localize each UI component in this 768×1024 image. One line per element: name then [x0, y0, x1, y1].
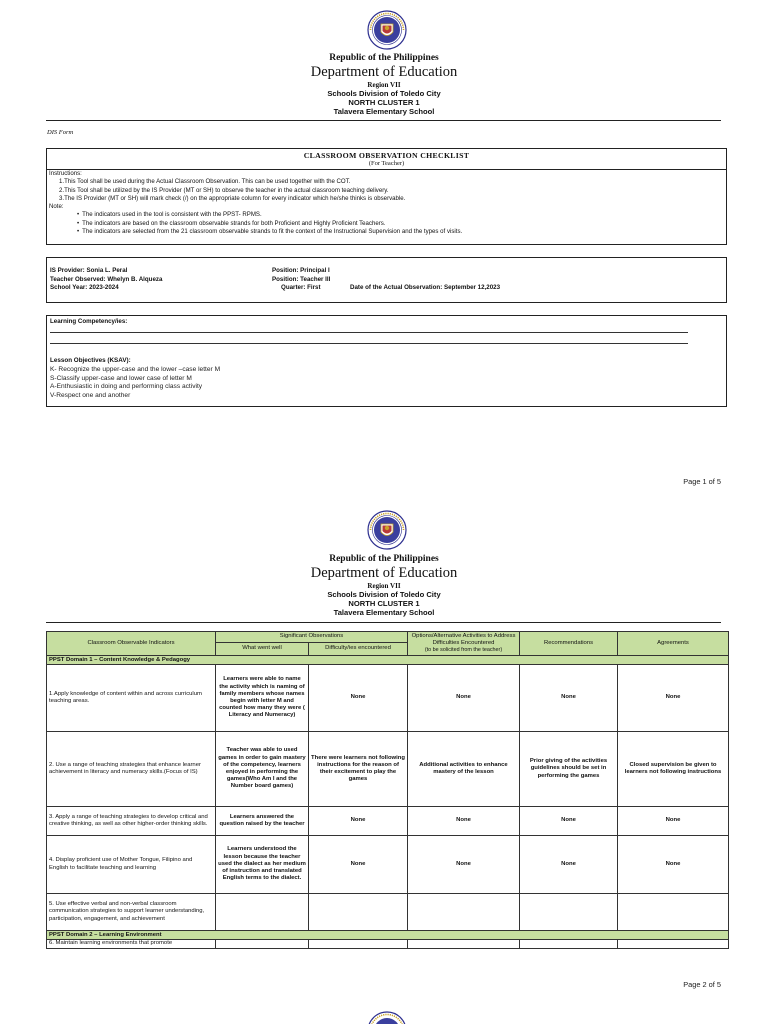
went-well-cell	[216, 940, 309, 949]
blank-line	[50, 343, 688, 344]
header-rule	[46, 120, 721, 121]
header-options	[408, 632, 520, 656]
went-well-cell: Learners answered the question raised by the teacher	[216, 807, 309, 836]
page-1	[0, 0, 768, 500]
options-cell: None	[408, 665, 520, 732]
header-agreements: Agreements	[618, 632, 729, 656]
checklist-title: CLASSROOM OBSERVATION CHECKLIST	[303, 151, 470, 160]
indicator-cell: 6. Maintain learning environments that promote	[47, 940, 216, 949]
agreements-cell: Closed supervision be given to learners not following instructions	[618, 732, 729, 807]
instructions-label: Instructions:	[49, 170, 82, 177]
objective-item: V-Respect one and another	[50, 392, 131, 400]
went-well-cell: Learners were able to name the activity which is naming of family members whose names begin with letter M and counted how many they were ( Literacy and Numeracy)	[216, 665, 309, 732]
header-recommendations: Recommendations	[520, 632, 618, 656]
instructions-list	[47, 170, 726, 236]
difficulties-cell: None	[309, 665, 408, 732]
deped-seal-icon	[367, 510, 407, 550]
info-left-column	[50, 267, 270, 293]
recommendations-cell	[520, 940, 618, 949]
indicator-cell: 5. Use effective verbal and non-verbal classroom communication strategies to support learner understanding, participation, engagement, and achievement	[47, 894, 216, 931]
instruction-item: 1.This Tool shall be used during the Actual Classroom Observation. This can be used together with the COT.	[59, 178, 351, 186]
note-item: • The indicators used in the tool is consistent with the PPST- RPMS.	[49, 211, 726, 219]
blank-line	[50, 332, 688, 333]
went-well-cell: Learners understood the lesson because the teacher used the dialect as her medium of instruction and translated English terms to the dialect.	[216, 836, 309, 894]
note-label: Note:	[49, 203, 64, 211]
objective-item: A-Enthusiastic in doing and performing class activity	[50, 383, 203, 391]
republic-text: Republic of the Philippines	[329, 554, 439, 564]
options-cell: None	[408, 807, 520, 836]
school-text: Talavera Elementary School	[333, 107, 435, 116]
header-options-note: (to be solicited from the teacher)	[424, 647, 503, 654]
checklist-subtitle: (For Teacher)	[368, 160, 405, 167]
table-row	[47, 665, 729, 732]
recommendations-cell: None	[520, 665, 618, 732]
division-text: Schools Division of Toledo City	[327, 590, 441, 599]
agreements-cell: None	[618, 665, 729, 732]
domain-1-label: PPST Domain 1 – Content Knowledge & Pedagogy	[47, 656, 729, 665]
indicator-cell: 4. Display proficient use of Mother Tongue, Filipino and English to facilitate teaching and learning	[47, 836, 216, 894]
table-row	[47, 836, 729, 894]
header-difficulties: Difficulty/ies encountered	[309, 643, 408, 656]
header-significant: Significant Observations	[216, 632, 408, 643]
deped-seal-icon	[367, 1011, 407, 1024]
options-cell: Additional activities to enhance mastery of the lesson	[408, 732, 520, 807]
header-went-well: What went well	[216, 643, 309, 656]
recommendations-cell	[520, 894, 618, 931]
observation-table	[46, 631, 729, 949]
instructions-box	[46, 148, 727, 245]
went-well-cell: Teacher was able to used games in order to gain mastery of the competency, learners enjoyed in performing the games(Who Am I and the Number board games)	[216, 732, 309, 807]
cluster-text: NORTH CLUSTER 1	[348, 599, 420, 608]
instruction-item: 2.This Tool shall be utilized by the IS Provider (MT or SH) to observe the teacher in the actual classroom teaching delivery.	[59, 186, 389, 194]
indicator-cell: 2. Use a range of teaching strategies that enhance learner achievement in literacy and numeracy skills.(Focus of IS)	[47, 732, 216, 807]
difficulties-cell: None	[309, 807, 408, 836]
domain-2-label: PPST Domain 2 – Learning Environment	[47, 931, 729, 940]
domain-row	[47, 931, 729, 940]
learning-competency-box	[46, 315, 727, 407]
recommendations-cell: Prior giving of the activities guidelines should be set in performing the games	[520, 732, 618, 807]
dis-form-label: DIS Form	[47, 129, 74, 136]
recommendations-cell: None	[520, 836, 618, 894]
options-cell: None	[408, 836, 520, 894]
agreements-cell: None	[618, 836, 729, 894]
options-cell	[408, 894, 520, 931]
school-text: Talavera Elementary School	[333, 608, 435, 617]
position-teacher: Position: Teacher III	[272, 275, 331, 283]
recommendations-cell: None	[520, 807, 618, 836]
region-text: Region VII	[367, 582, 401, 590]
domain-row	[47, 656, 729, 665]
options-cell	[408, 940, 520, 949]
objectives-list	[50, 366, 220, 401]
observation-date: Date of the Actual Observation: September 12,2023	[350, 284, 501, 291]
agreements-cell	[618, 894, 729, 931]
department-text: Department of Education	[310, 64, 458, 80]
went-well-cell	[216, 894, 309, 931]
indicator-cell: 3. Apply a range of teaching strategies to develop critical and creative thinking, as well as other higher-order thinking skills.	[47, 807, 216, 836]
header-options-text: Options/Alternative Activities to Address Difficulties Encountered	[411, 632, 516, 646]
objective-item: S-Classify upper-case and lower case of letter M	[50, 374, 192, 382]
teacher-observed: Teacher Observed: Whelyn B. Alqueza	[50, 275, 163, 283]
note-item: • The indicators are selected from the 21 classroom observable strands to fit the context of the Instructional Supervision and the types of visits.	[49, 228, 726, 236]
table-row	[47, 807, 729, 836]
deped-seal-icon	[367, 10, 407, 50]
is-provider: IS Provider: Sonia L. Peral	[50, 267, 128, 274]
page-number: Page 2 of 5	[683, 980, 721, 989]
school-year: School Year: 2023-2024	[50, 284, 119, 291]
difficulties-cell	[309, 940, 408, 949]
agreements-cell	[618, 940, 729, 949]
header-indicators: Classroom Observable Indicators	[47, 632, 216, 656]
letterhead	[0, 554, 768, 617]
cluster-text: NORTH CLUSTER 1	[348, 98, 420, 107]
difficulties-cell: None	[309, 836, 408, 894]
table-row	[47, 732, 729, 807]
letterhead	[0, 53, 768, 116]
department-text: Department of Education	[310, 565, 458, 581]
republic-text: Republic of the Philippines	[329, 53, 439, 63]
region-text: Region VII	[367, 81, 401, 89]
indicator-cell: 1.Apply knowledge of content within and across curriculum teaching areas.	[47, 665, 216, 732]
observation-info-box	[46, 257, 727, 303]
difficulties-cell	[309, 894, 408, 931]
page-2	[0, 505, 768, 1024]
instruction-item: 3.The IS Provider (MT or SH) will mark check (/) on the appropriate column for every indicator which he/she thinks is observable.	[59, 194, 406, 202]
objective-item: K- Recognize the upper-case and the lower –case letter M	[50, 366, 221, 373]
header-rule	[46, 622, 721, 623]
learning-competency-label: Learning Competency/ies:	[50, 318, 128, 325]
table-row	[47, 940, 729, 949]
difficulties-cell: There were learners not following instructions for the reason of their excitement to play the games	[309, 732, 408, 807]
division-text: Schools Division of Toledo City	[327, 89, 441, 98]
page-number: Page 1 of 5	[683, 477, 721, 486]
lesson-objectives-label: Lesson Objectives (KSAV):	[50, 357, 131, 364]
note-item: • The indicators are based on the classroom observable strands for both Proficient and Highly Proficient Teachers.	[49, 220, 726, 228]
agreements-cell: None	[618, 807, 729, 836]
position-provider: Position: Principal I	[272, 267, 330, 274]
table-row	[47, 894, 729, 931]
quarter: Quarter: First	[281, 284, 321, 291]
